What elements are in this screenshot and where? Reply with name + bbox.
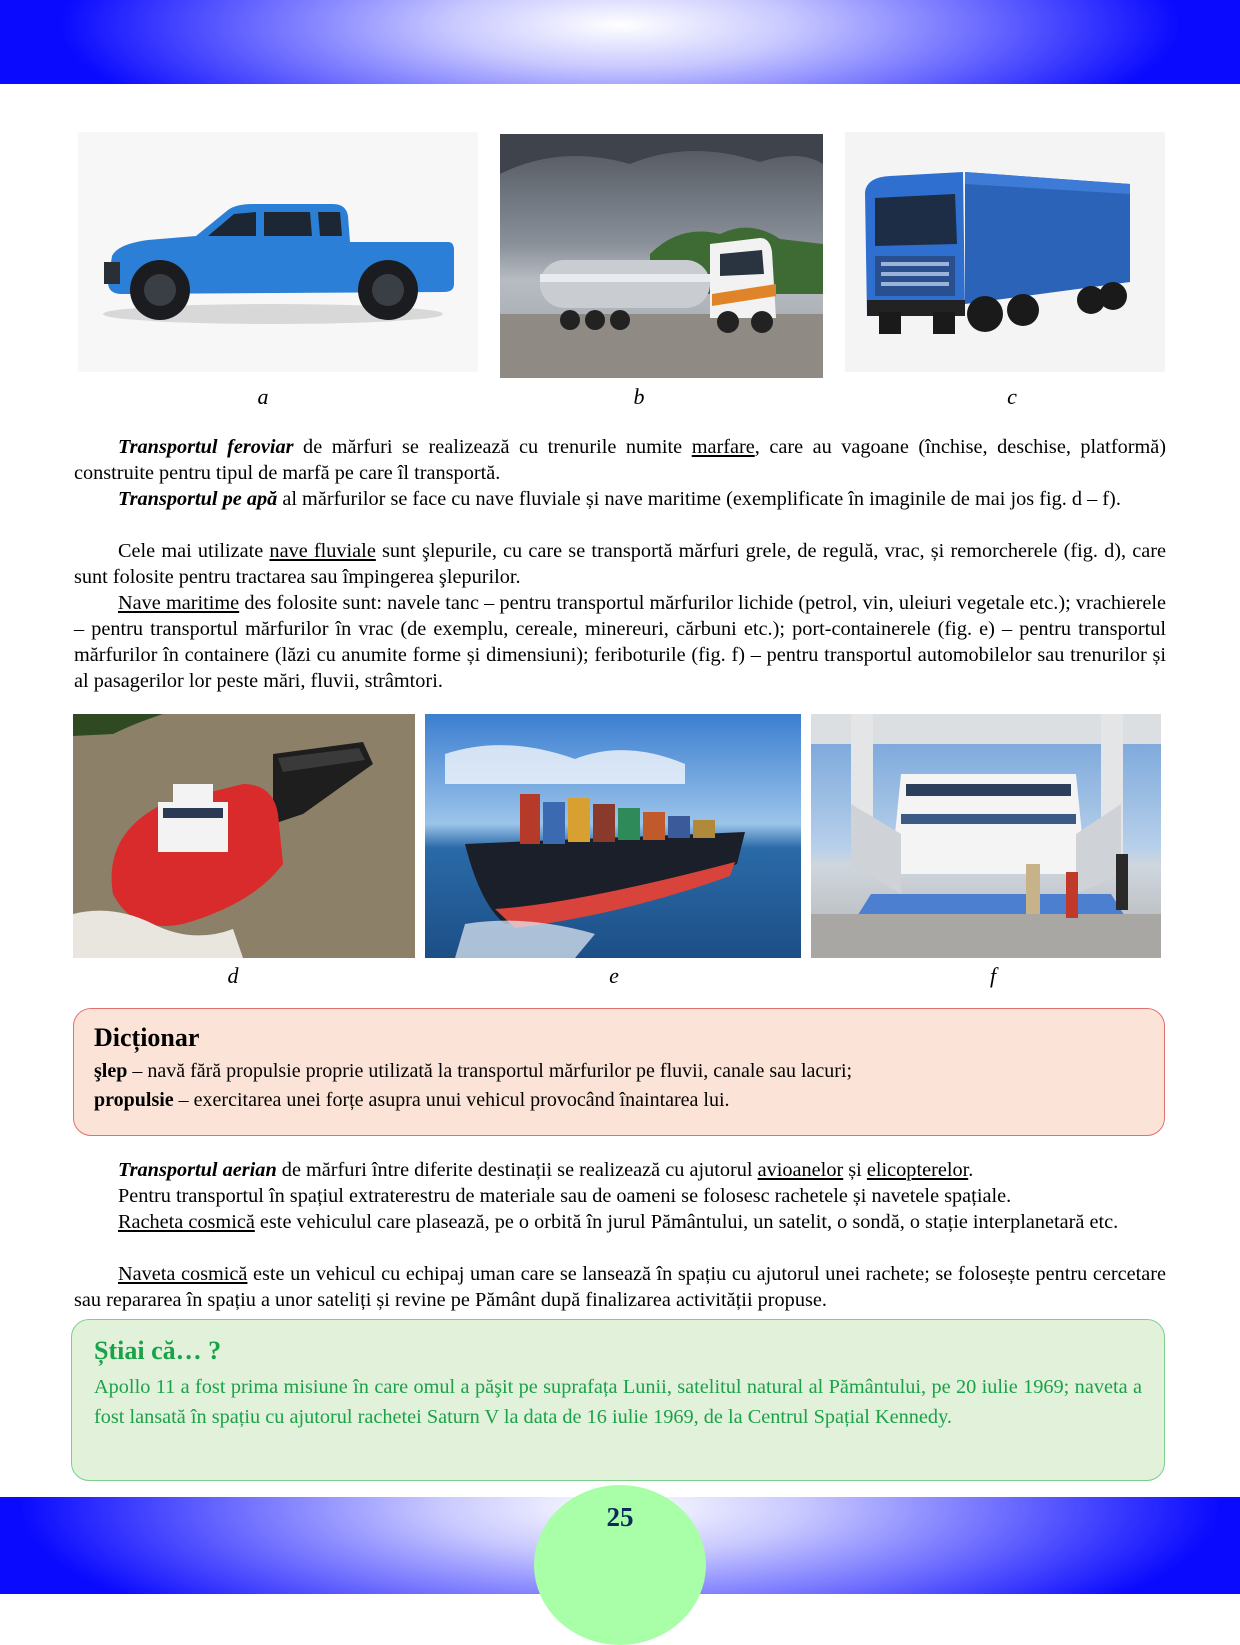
figure-b-tanker-truck bbox=[500, 134, 823, 378]
text: și bbox=[843, 1159, 867, 1181]
term-shuttle: Naveta cosmică bbox=[118, 1263, 248, 1285]
figure-f-caption: f bbox=[989, 963, 997, 988]
dictionary-title: Dicționar bbox=[94, 1023, 200, 1052]
term-air: Transportul aerian bbox=[118, 1159, 277, 1181]
term-water: Transportul pe apă bbox=[118, 488, 278, 510]
dictionary-definition: – exercitarea unei forțe asupra unui vehicul provocând înaintarea lui. bbox=[173, 1089, 730, 1111]
top-banner bbox=[0, 0, 1240, 84]
term-airplanes: avioanelor bbox=[757, 1159, 844, 1181]
paragraph-rail-transport bbox=[74, 434, 1166, 486]
did-you-know-title: Știai că… ? bbox=[94, 1336, 222, 1365]
figure-d-tugboat bbox=[73, 714, 415, 958]
text: este un vehicul cu echipaj uman care se lansează în spațiu cu ajutorul unei rachete; se folosește pentru cercetare sau repararea în spațiu a unor sateliți și revine pe Pământ după finalizarea activității propuse. bbox=[74, 1263, 1166, 1311]
link-marfare: marfare bbox=[691, 436, 755, 458]
term-sea-ships: Nave maritime bbox=[118, 592, 240, 614]
text: Cele mai utilizate bbox=[118, 540, 270, 562]
text: este vehiculul care plasează, pe o orbită în jurul Pământului, un satelit, o sondă, o stație interplanetară etc. bbox=[254, 1211, 1119, 1233]
paragraph-water-transport bbox=[74, 486, 1166, 512]
dictionary-term: propulsie bbox=[94, 1089, 174, 1111]
text: , care au vagoane (închise, deschise, platformă) construite pentru tipul de marfă pe care îl transportă. bbox=[74, 436, 1167, 484]
term-river-ships: nave fluviale bbox=[269, 540, 376, 562]
page-number: 25 bbox=[606, 1502, 634, 1532]
text: . bbox=[968, 1159, 974, 1181]
paragraph-space-transport bbox=[74, 1183, 1166, 1209]
dictionary-entry bbox=[94, 1086, 1144, 1115]
figure-e-container-ship bbox=[425, 714, 801, 958]
term-rail: Transportul feroviar bbox=[118, 436, 294, 458]
figure-f-ferry bbox=[811, 714, 1161, 958]
paragraph-river-ships bbox=[74, 538, 1166, 590]
text: de mărfuri între diferite destinații se realizează cu ajutorul bbox=[276, 1159, 758, 1181]
dictionary-definition: – navă fără propulsie proprie utilizată la transportul mărfurilor pe fluvii, canale sau lacuri; bbox=[127, 1060, 853, 1082]
paragraph-shuttle bbox=[74, 1261, 1166, 1313]
figure-a-caption: a bbox=[257, 384, 269, 409]
figure-a-pickup-truck bbox=[78, 132, 478, 372]
did-you-know-text: Apollo 11 a fost prima misiune în care omul a păşit pe suprafața Lunii, satelitul natural al Pământului, pe 20 iulie 1969; naveta a fost lansată în spațiu cu ajutorul rachetei Saturn V la data de 16 iulie 1969, de la Centrul Spațial Kennedy. bbox=[94, 1376, 1142, 1428]
term-helicopters: elicopterelor bbox=[866, 1159, 969, 1181]
dictionary-box bbox=[73, 1008, 1165, 1136]
did-you-know-box bbox=[71, 1319, 1165, 1481]
paragraph-sea-ships bbox=[74, 590, 1166, 694]
figure-b-caption: b bbox=[633, 384, 645, 409]
text: sunt şlepurile, cu care se transportă mărfuri grele, de regulă, vrac, și remorcherele (fig. d), care sunt folosite pentru tractarea sau împingerea şlepurilor. bbox=[74, 540, 1166, 588]
figure-e-caption: e bbox=[609, 963, 619, 988]
paragraph-rocket bbox=[74, 1209, 1166, 1235]
text: al mărfurilor se face cu nave fluviale și nave maritime (exemplificate în imaginile de mai jos fig. d – f). bbox=[277, 488, 1121, 510]
term-rocket: Racheta cosmică bbox=[118, 1211, 255, 1233]
dictionary-term: şlep bbox=[94, 1060, 128, 1082]
paragraph-air-transport bbox=[74, 1157, 1166, 1183]
text: des folosite sunt: navele tanc – pentru transportul mărfurilor lichide (petrol, vin, uleiuri vegetale etc.); vrachierele – pentru transportul mărfurilor în vrac (de exemplu, cereale, minereuri, cărbuni etc.); port-containerele (fig. e) – pentru transportul mărfurilor în containere (lăzi cu anumite forme și dimensiuni); feriboturile (fig. f) – pentru transportul automobilelor sau trenurilor și al pasagerilor lor peste mări, fluvii, strâmtori. bbox=[74, 592, 1166, 692]
dictionary-entry bbox=[94, 1057, 1144, 1086]
figure-c-caption: c bbox=[1007, 384, 1017, 409]
figure-c-semi-truck bbox=[845, 132, 1165, 372]
text: de mărfuri se realizează cu trenurile numite bbox=[293, 436, 692, 458]
figure-d-caption: d bbox=[227, 963, 239, 988]
text: Pentru transportul în spațiul extraterestru de materiale sau de oameni se folosesc rachetele și navetele spațiale. bbox=[118, 1185, 1012, 1207]
